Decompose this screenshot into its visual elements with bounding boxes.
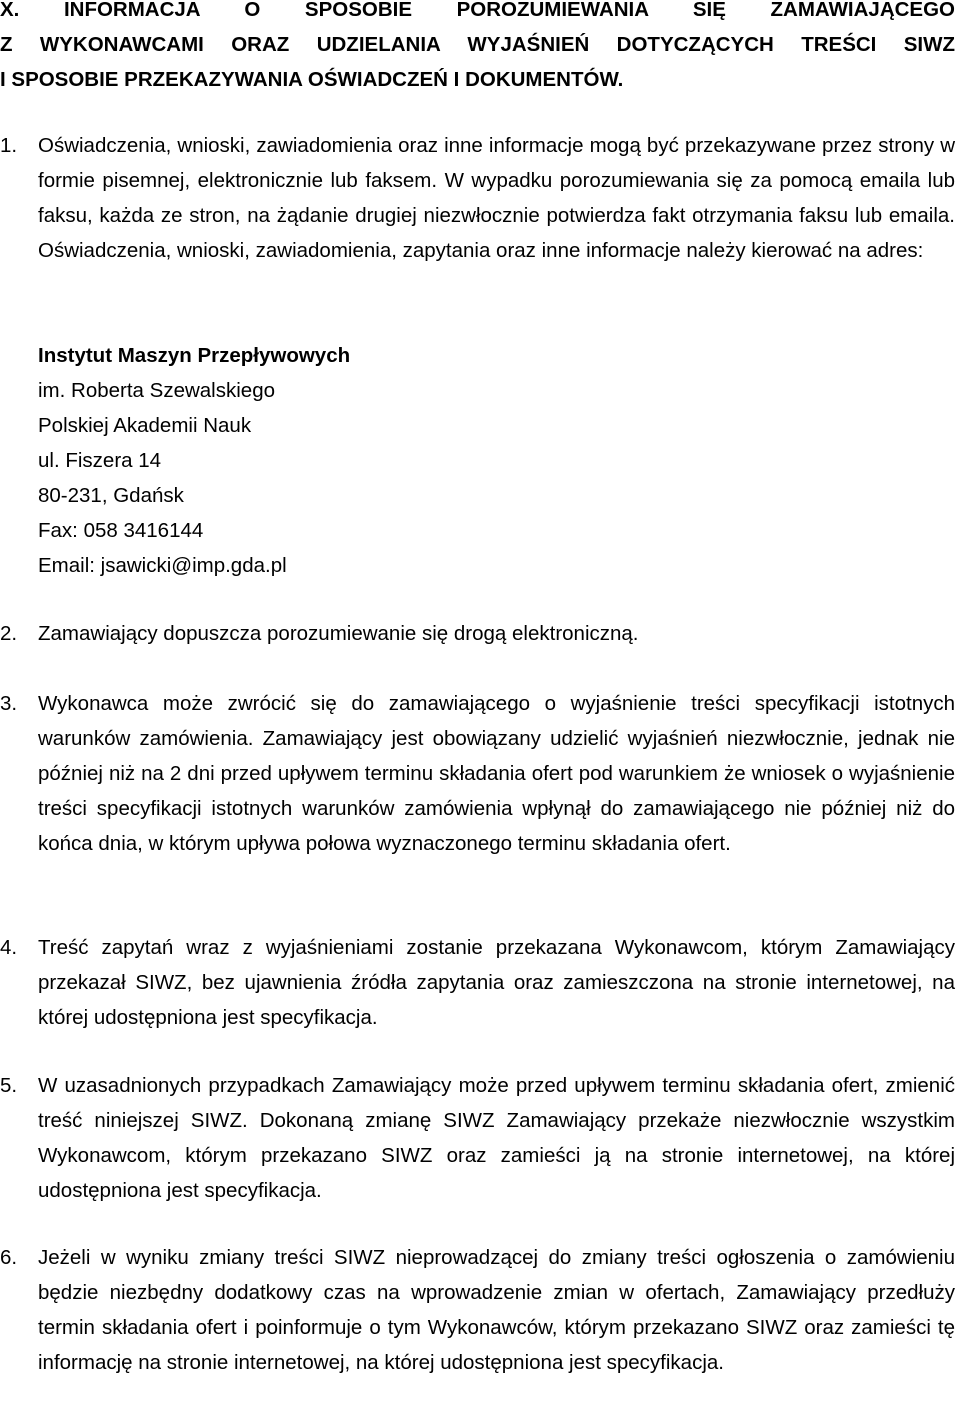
section-heading-line-1: X. INFORMACJA O SPOSOBIE POROZUMIEWANIA SIĘ ZAMAWIAJĄCEGO bbox=[0, 0, 955, 21]
item-text: Oświadczenia, wnioski, zawiadomienia oraz inne informacje mogą być przekazywane przez strony w formie pisemnej, elektronicznie lub faksem. W wypadku porozumiewania się za pomocą emaila lub faksu, każda ze stron, na żądanie drugiej niezwłocznie potwierdza fakt otrzymania faksu lub emaila. Oświadczenia, wnioski, zawiadomienia, zapytania oraz inne informacje należy kierować na adres: bbox=[38, 134, 955, 262]
list-item-2 bbox=[0, 616, 955, 651]
section-heading-line-2: Z WYKONAWCAMI ORAZ UDZIELANIA WYJAŚNIEŃ DOTYCZĄCYCH TREŚCI SIWZ bbox=[0, 33, 955, 56]
list-item-1 bbox=[0, 128, 955, 268]
address-fax: Fax: 058 3416144 bbox=[38, 519, 204, 542]
address-line-1: im. Roberta Szewalskiego bbox=[38, 379, 275, 402]
list-item-3 bbox=[0, 686, 955, 861]
address-city: 80-231, Gdańsk bbox=[38, 484, 184, 507]
section-heading bbox=[0, 0, 955, 97]
address-email: Email: jsawicki@imp.gda.pl bbox=[38, 554, 287, 577]
item-text: Zamawiający dopuszcza porozumiewanie się drogą elektroniczną. bbox=[38, 622, 639, 645]
item-number: 1. bbox=[0, 134, 18, 157]
address-street: ul. Fiszera 14 bbox=[38, 449, 162, 472]
item-number: 4. bbox=[0, 936, 18, 959]
item-number: 6. bbox=[0, 1246, 18, 1269]
item-text: Treść zapytań wraz z wyjaśnieniami zostanie przekazana Wykonawcom, którym Zamawiający przekazał SIWZ, bez ujawnienia źródła zapytania oraz zamieszczona na stronie internetowej, na której udostępniona jest specyfikacja. bbox=[38, 936, 955, 1029]
list-item-6 bbox=[0, 1240, 955, 1380]
address-line-2: Polskiej Akademii Nauk bbox=[38, 414, 252, 437]
institution-name: Instytut Maszyn Przepływowych bbox=[38, 344, 351, 367]
item-number: 3. bbox=[0, 692, 18, 715]
list-item-4 bbox=[0, 930, 955, 1035]
item-number: 2. bbox=[0, 622, 18, 645]
contact-address bbox=[38, 338, 350, 583]
item-text: Jeżeli w wyniku zmiany treści SIWZ nieprowadzącej do zmiany treści ogłoszenia o zamówieniu będzie niezbędny dodatkowy czas na wprowadzenie zmian w ofertach, Zamawiający przedłuży termin składania ofert i poinformuje o tym Wykonawców, którym przekazano SIWZ oraz zamieści tę informację na stronie internetowej, na której udostępniona jest specyfikacja. bbox=[38, 1246, 955, 1374]
list-item-5 bbox=[0, 1068, 955, 1208]
section-heading-line-3: I SPOSOBIE PRZEKAZYWANIA OŚWIADCZEŃ I DOKUMENTÓW. bbox=[0, 68, 624, 91]
item-text: Wykonawca może zwrócić się do zamawiającego o wyjaśnienie treści specyfikacji istotnych warunków zamówienia. Zamawiający jest obowiązany udzielić wyjaśnień niezwłocznie, jednak nie później niż na 2 dni przed upływem terminu składania ofert pod warunkiem że wniosek o wyjaśnienie treści specyfikacji istotnych warunków zamówienia wpłynął do zamawiającego nie później niż do końca dnia, w którym upływa połowa wyznaczonego terminu składania ofert. bbox=[38, 692, 955, 855]
item-text: W uzasadnionych przypadkach Zamawiający może przed upływem terminu składania ofert, zmienić treść niniejszej SIWZ. Dokonaną zmianę SIWZ Zamawiający przekaże niezwłocznie wszystkim Wykonawcom, którym przekazano SIWZ oraz zamieści ją na stronie internetowej, na której udostępniona jest specyfikacja. bbox=[38, 1074, 955, 1202]
item-number: 5. bbox=[0, 1074, 18, 1097]
